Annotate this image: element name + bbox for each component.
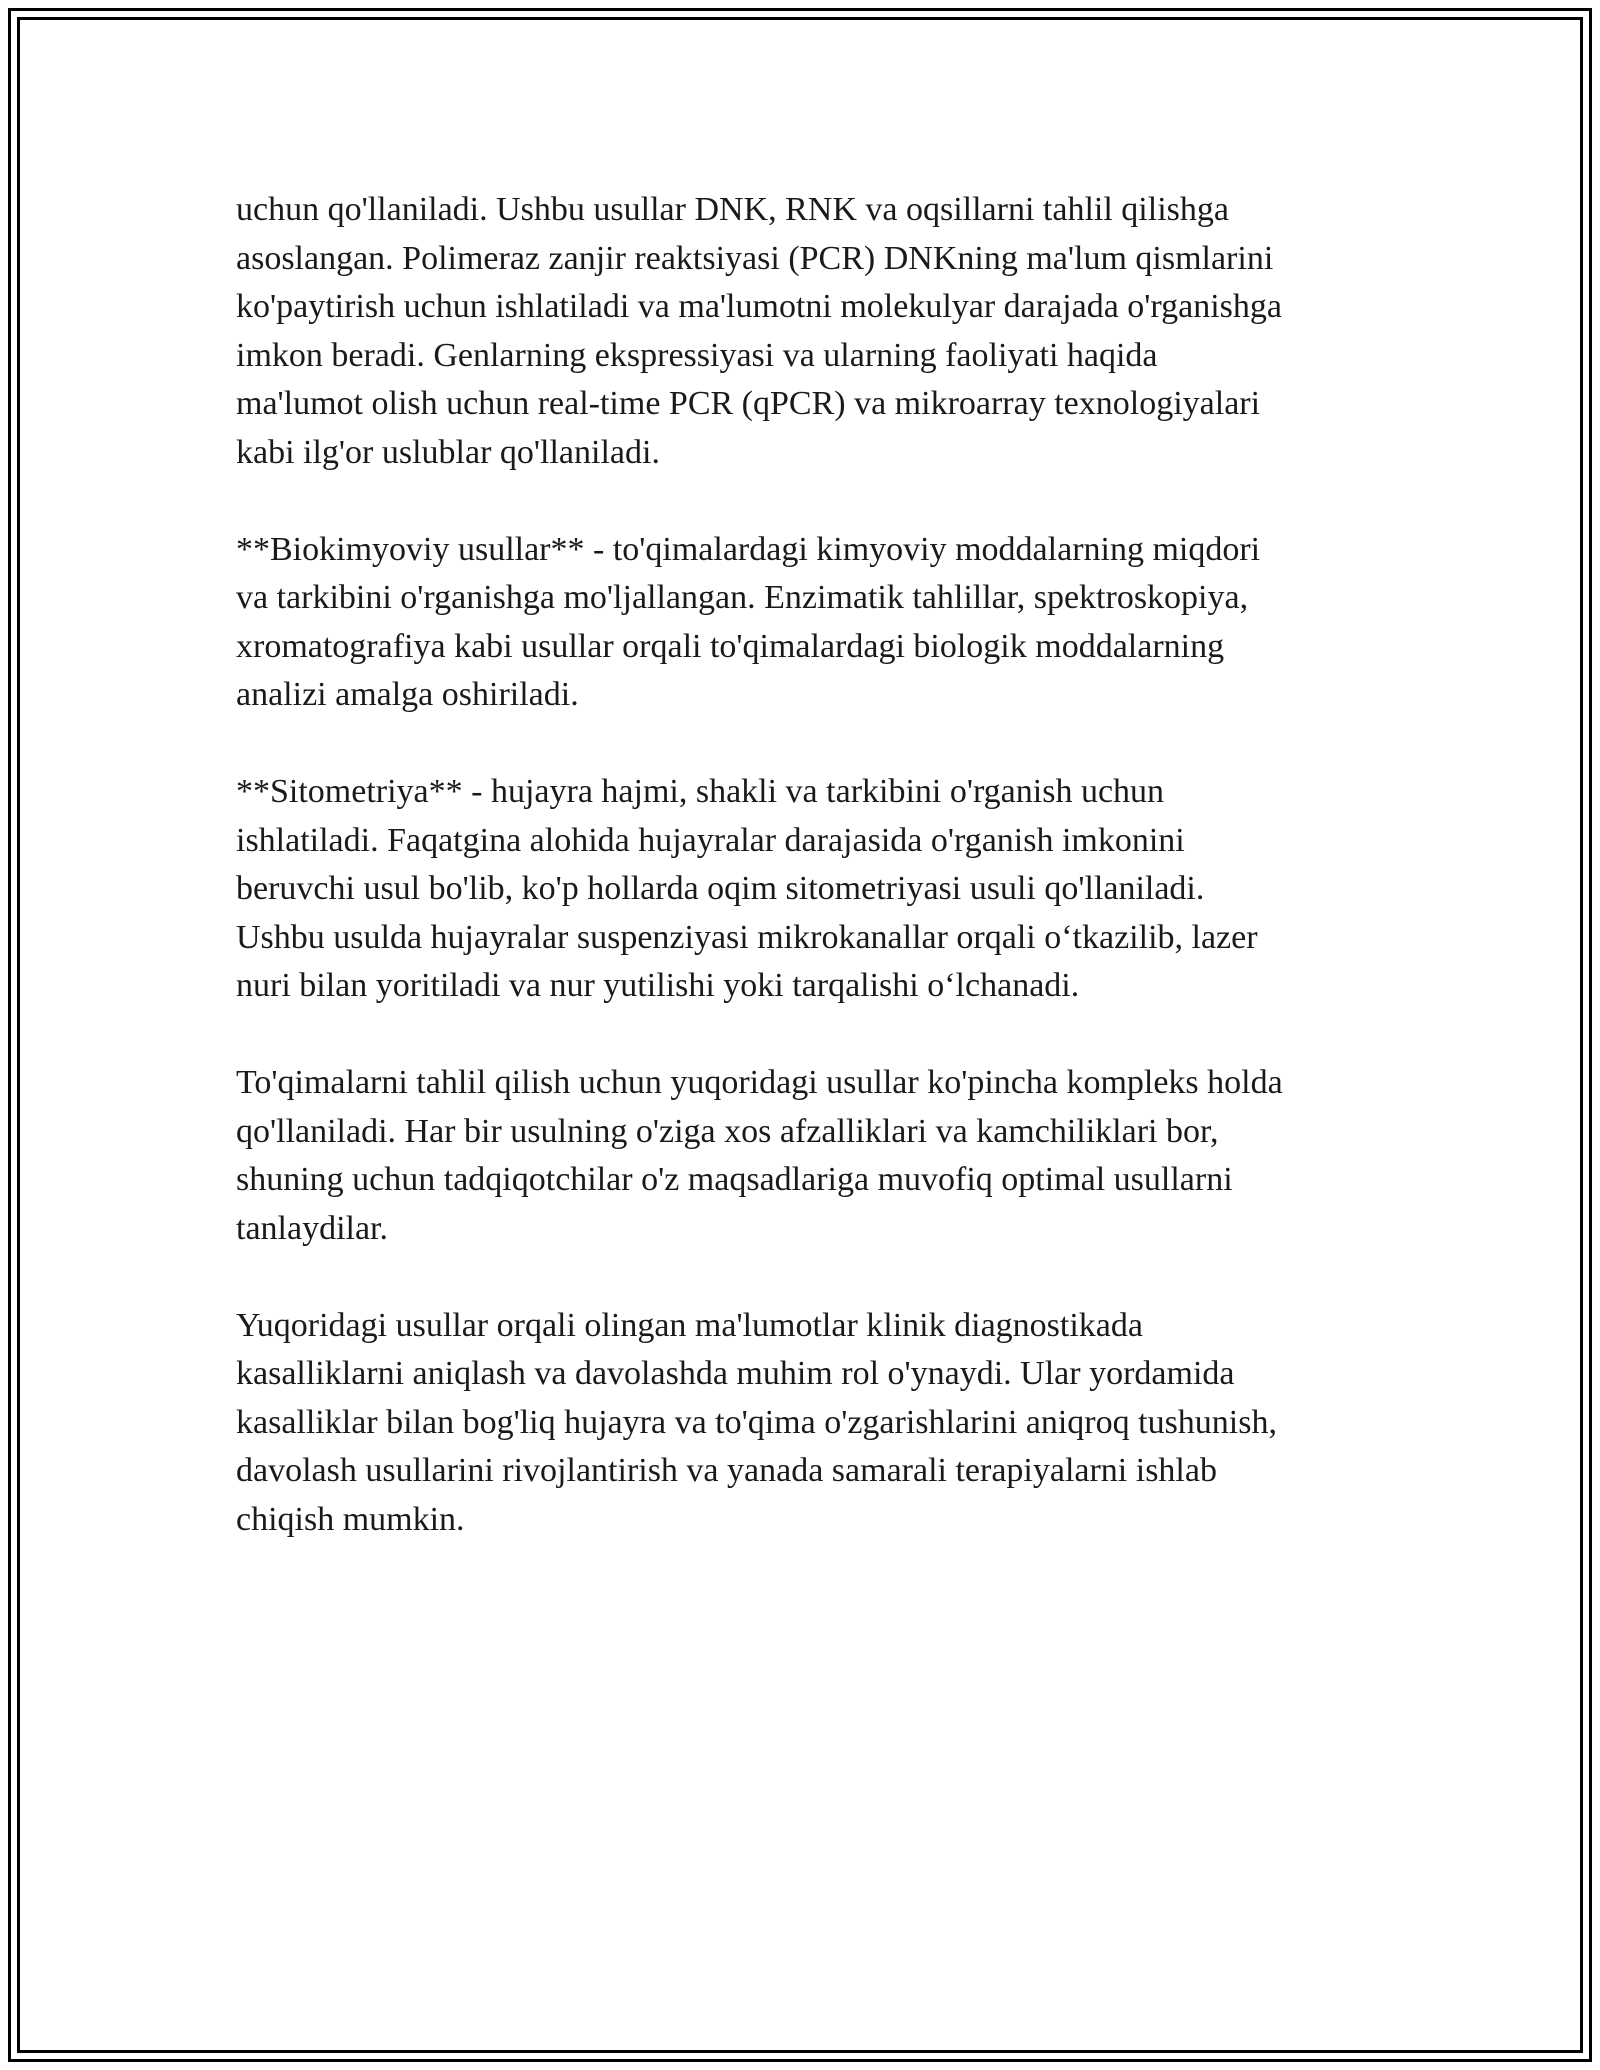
- paragraph-clinical-application: [236, 1302, 1376, 1545]
- text-line: tanlaydilar.: [236, 1209, 389, 1247]
- text-line: kasalliklar bilan bog'liq hujayra va to'qima o'zgarishlarini aniqroq tushunish,: [236, 1403, 1277, 1441]
- paragraph-molecular-methods: [236, 186, 1376, 477]
- paragraph-biochemical-methods: [236, 526, 1376, 720]
- text-line: analizi amalga oshiriladi.: [236, 676, 579, 713]
- text-line: qo'llaniladi. Har bir usulning o'ziga xos afzalliklari va kamchiliklari bor,: [236, 1112, 1219, 1150]
- text-line: ishlatiladi. Faqatgina alohida hujayralar darajasida o'rganish imkonini: [236, 821, 1185, 859]
- paragraph-cytometry: [236, 768, 1376, 1011]
- document-body: [236, 186, 1376, 1593]
- text-line: Yuqoridagi usullar orqali olingan ma'lumotlar klinik diagnostikada: [236, 1306, 1143, 1344]
- text-line: To'qimalarni tahlil qilish uchun yuqoridagi usullar ko'pincha kompleks holda: [236, 1064, 1283, 1101]
- text-line: va tarkibini o'rganishga mo'ljallangan. Enzimatik tahlillar, spektroskopiya,: [236, 579, 1249, 616]
- text-line: asoslangan. Polimeraz zanjir reaktsiyasi (PCR) DNKning ma'lum qismlarini: [236, 239, 1274, 277]
- text-line: **Sitometriya** - hujayra hajmi, shakli va tarkibini o'rganish uchun: [236, 773, 1165, 810]
- text-line: nuri bilan yoritiladi va nur yutilishi yoki tarqalishi o‘lchanadi.: [236, 967, 1080, 1004]
- text-line: ko'paytirish uchun ishlatiladi va ma'lumotni molekulyar darajada o'rganishga: [236, 288, 1282, 325]
- text-line: kabi ilg'or uslublar qo'llaniladi.: [236, 433, 660, 471]
- text-line: davolash usullarini rivojlantirish va yanada samarali terapiyalarni ishlab: [236, 1452, 1217, 1489]
- text-line: Ushbu usulda hujayralar suspenziyasi mikrokanallar orqali o‘tkazilib, lazer: [236, 918, 1258, 956]
- text-line: shuning uchun tadqiqotchilar o'z maqsadlariga muvofiq optimal usullarni: [236, 1161, 1233, 1198]
- text-line: ma'lumot olish uchun real-time PCR (qPCR) va mikroarray texnologiyalari: [236, 385, 1261, 422]
- text-line: kasalliklarni aniqlash va davolashda muhim rol o'ynaydi. Ular yordamida: [236, 1355, 1235, 1392]
- text-line: chiqish mumkin.: [236, 1500, 465, 1538]
- text-line: beruvchi usul bo'lib, ko'p hollarda oqim sitometriyasi usuli qo'llaniladi.: [236, 870, 1205, 907]
- text-line: **Biokimyoviy usullar** - to'qimalardagi kimyoviy moddalarning miqdori: [236, 530, 1261, 568]
- text-line: uchun qo'llaniladi. Ushbu usullar DNK, RNK va oqsillarni tahlil qilishga: [236, 191, 1229, 228]
- text-line: imkon beradi. Genlarning ekspressiyasi va ularning faoliyati haqida: [236, 336, 1158, 374]
- paragraph-combined-methods: [236, 1059, 1376, 1253]
- text-line: xromatografiya kabi usullar orqali to'qimalardagi biologik moddalarning: [236, 627, 1225, 665]
